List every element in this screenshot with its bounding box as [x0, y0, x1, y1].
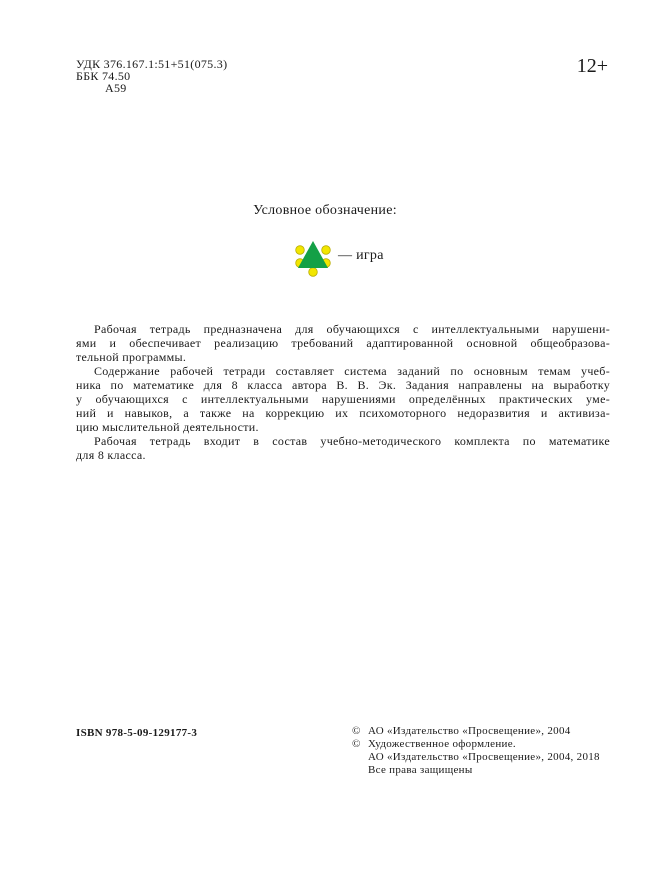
- author-mark: А59: [105, 81, 127, 95]
- copyright-line: © Художественное оформление.: [352, 738, 516, 750]
- legend-label: — игра: [338, 248, 384, 263]
- copyright-symbol: ©: [352, 725, 361, 737]
- copyright-block: [352, 725, 600, 777]
- annotation-text: [76, 322, 610, 462]
- text-line: ями и обеспечивает реализацию требований адаптированной основной общеобразова-: [76, 336, 610, 350]
- isbn: ISBN 978-5-09-129177-3: [76, 727, 198, 739]
- copyright-line: © АО «Издательство «Просвещение», 2004: [352, 725, 571, 737]
- text-line: Рабочая тетрадь предназначена для обучающихся с интеллектуальными нарушени-: [94, 322, 610, 336]
- text-line: ника по математике для 8 класса автора В. В. Эк. Задания направлены на выработку: [76, 378, 610, 392]
- copyright-symbol: ©: [352, 738, 361, 750]
- text-line: у обучающихся с интеллектуальными нарушениями определённых практических уме-: [76, 392, 610, 406]
- text-line: для 8 класса.: [76, 448, 146, 462]
- text-line: Рабочая тетрадь входит в состав учебно-методического комплекта по математике: [94, 434, 610, 448]
- game-tree-icon: [294, 238, 334, 278]
- text-line: ний и навыков, а также на коррекцию их психомоторного недоразвития и активиза-: [76, 406, 610, 420]
- copyright-line: АО «Издательство «Просвещение», 2004, 2018: [368, 751, 600, 763]
- legend-title: Условное обозначение:: [253, 203, 397, 218]
- text-line: Содержание рабочей тетради составляет система заданий по основным темам учеб-: [94, 364, 610, 378]
- bbk-code: ББК 74.50: [76, 69, 131, 83]
- copyright-line: Все права защищены: [368, 764, 473, 776]
- age-rating: 12+: [576, 55, 608, 77]
- text-line: тельной программы.: [76, 350, 187, 364]
- text-line: цию мыслительной деятельности.: [76, 420, 259, 434]
- udk-code: УДК 376.167.1:51+51(075.3): [76, 57, 228, 71]
- classification-block: [76, 58, 227, 94]
